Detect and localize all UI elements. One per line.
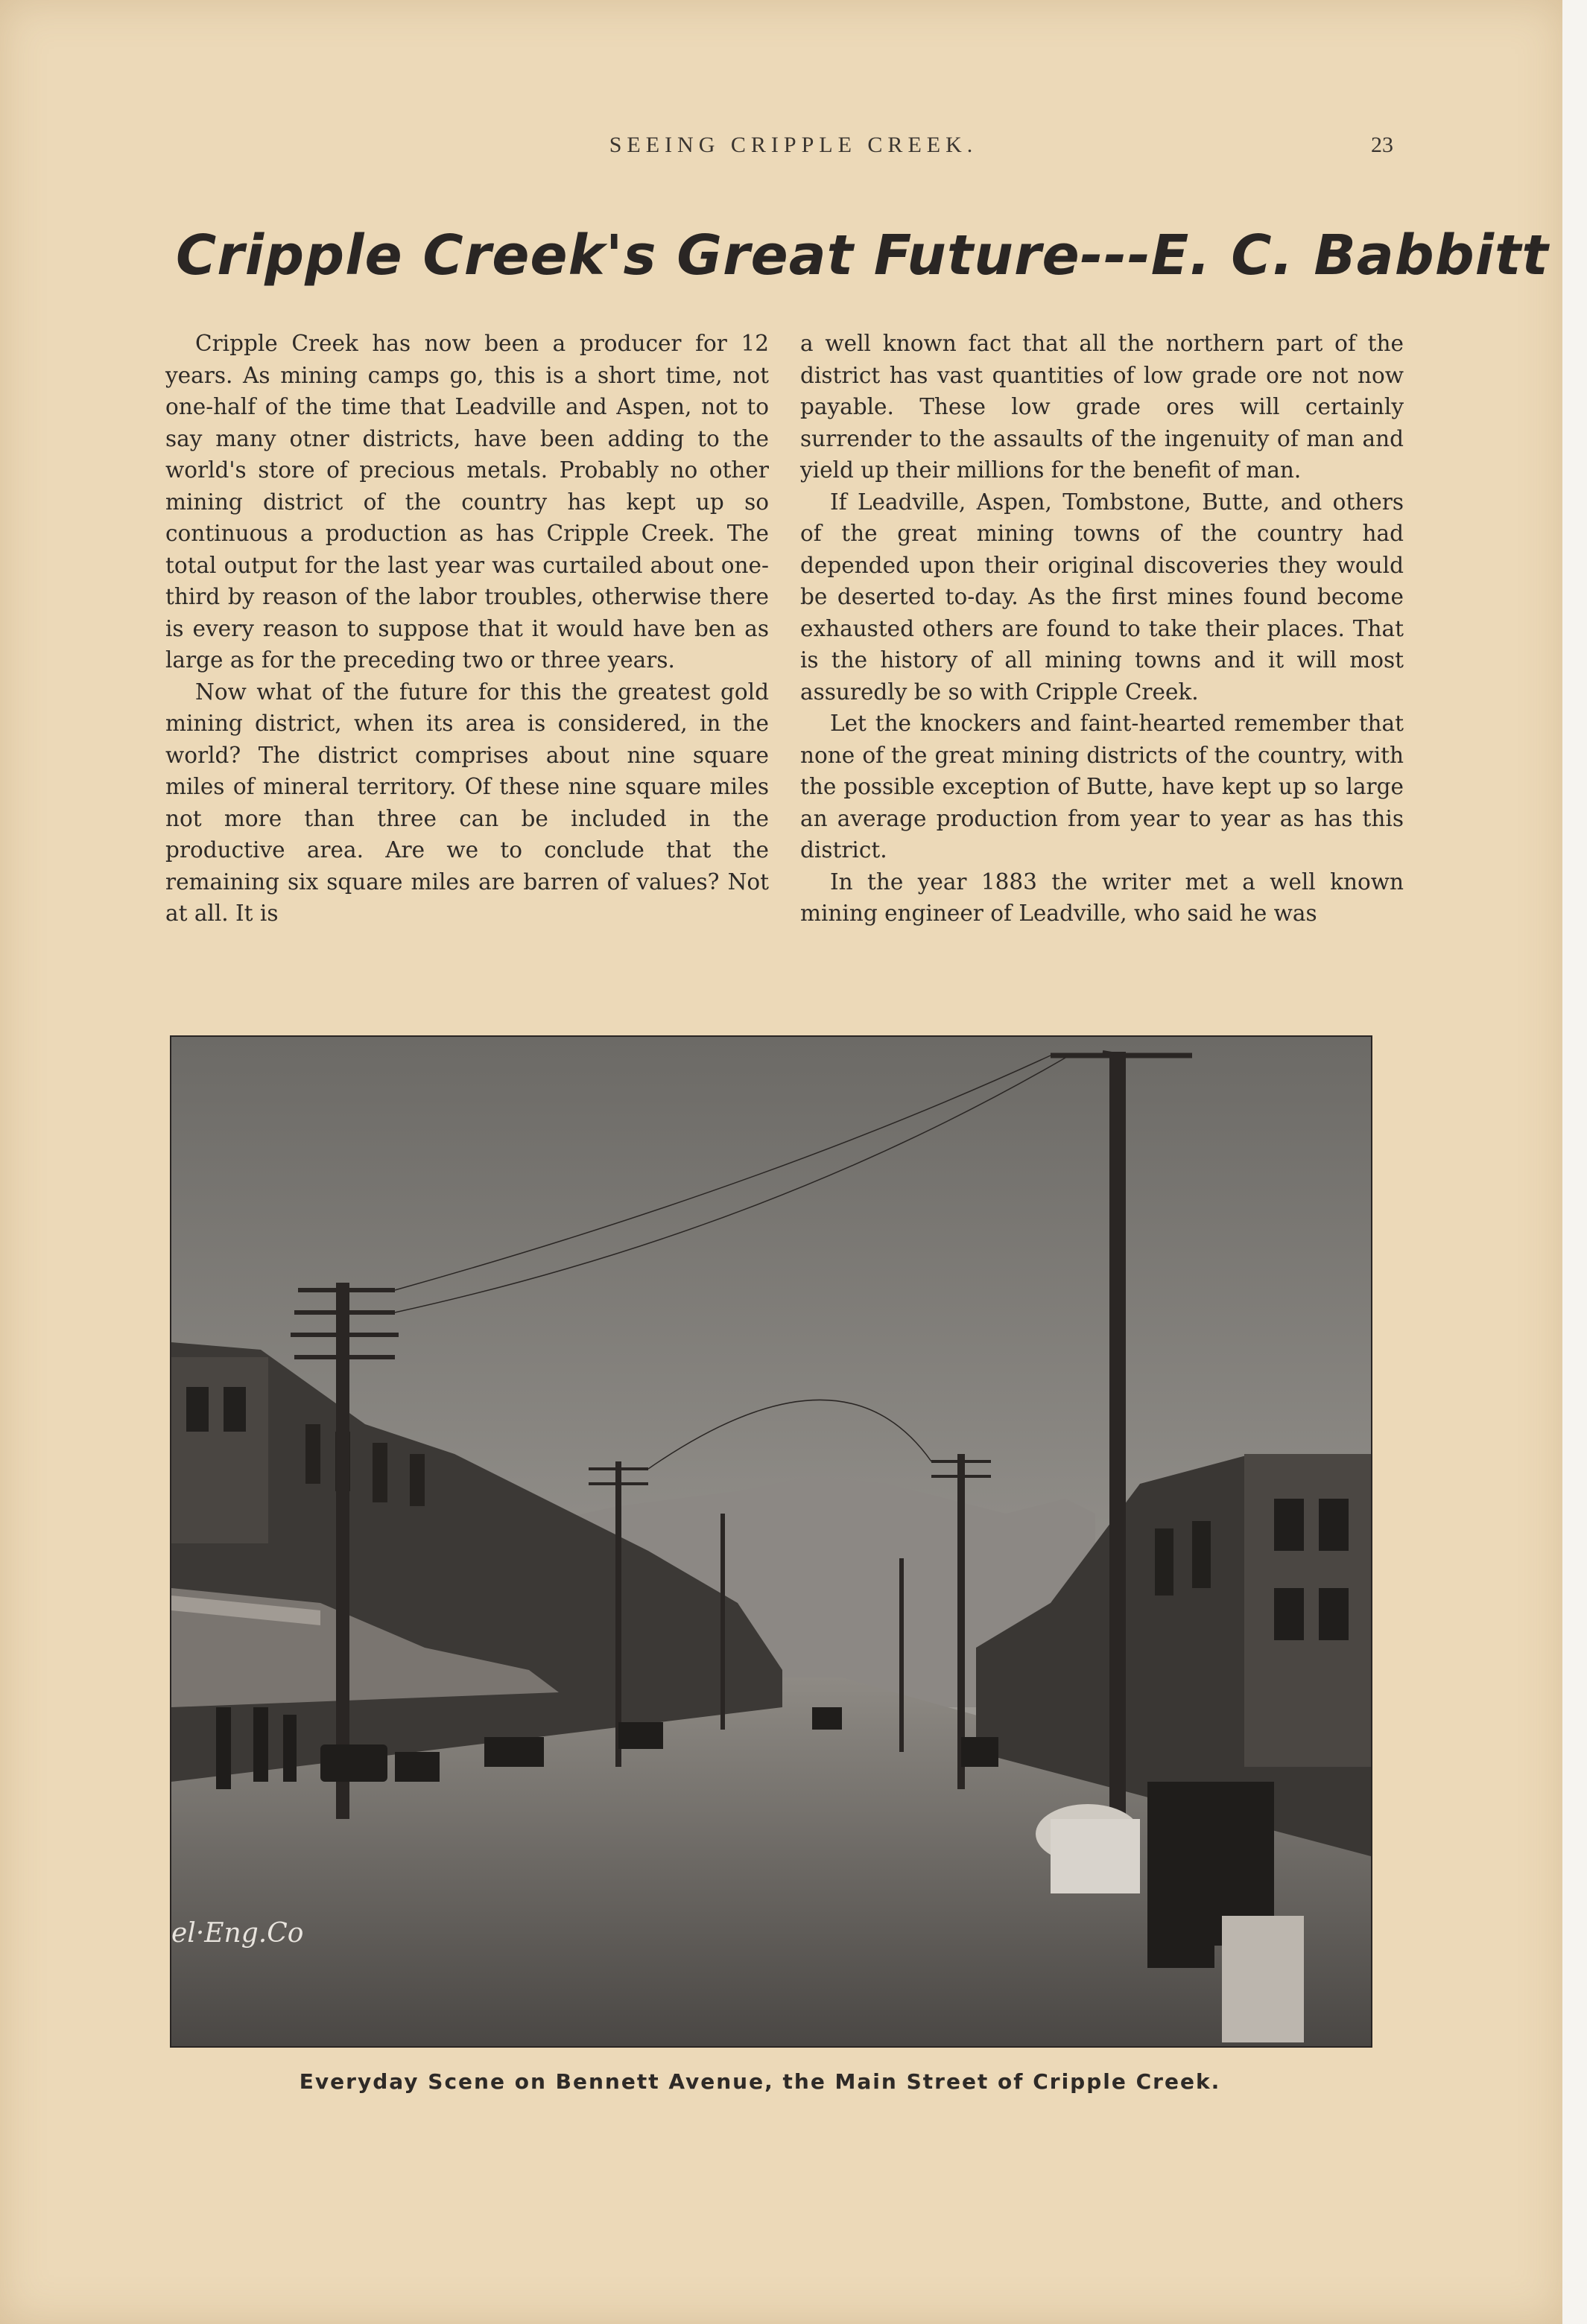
paragraph: Now what of the future for this the greatest gold mining district, when its area is considered, in the world? The district comprises about nine square miles of mineral territory. Of these nine square miles not more than three can be included in the productive area. Are we to conclude that the remaining six square miles are barren of values? Not at all. It is — [165, 679, 769, 926]
article-headline: Cripple Creek's Great Future---E. C. Babbitt — [176, 223, 1549, 288]
wooden-crate — [1222, 1916, 1304, 2042]
paragraph: Let the knockers and faint-hearted remember that none of the great mining districts of the country, with the possible exception of Butte, have kept up so large an average production from year to year as has this district. — [800, 711, 1404, 863]
paragraph: In the year 1883 the writer met a well known mining engineer of Leadville, who said he was — [800, 869, 1404, 926]
paragraph: Cripple Creek has now been a producer for 12 years. As mining camps go, this is a short time, not one-half of the time that Leadville and Aspen, not to say many otner districts, have been adding to the world's store of precious metals. Probably no other mining district of the country has kept up so continuous a production as has Cripple Creek. The total output for the last year was curtailed about one-third by reason of the labor troubles, otherwise there is every reason to suppose that it would have ben as large as for the preceding two or three years. — [165, 331, 769, 673]
paragraph: If Leadville, Aspen, Tombstone, Butte, and others of the great mining towns of the country had depended upon their original discoveries they would be deserted to-day. As the first mines found become exhausted others are found to take their places. That is the history of all mining towns and it will most assuredly be so with Cripple Creek. — [800, 489, 1404, 705]
paragraph: a well known fact that all the northern part of the district has vast quantities of low grade ore not now payable. These low grade ores will certainly surrender to the assaults of the ingenuity of man and yield up their millions for the benefit of man. — [800, 331, 1404, 483]
photo-caption: Everyday Scene on Bennett Avenue, the Main Street of Cripple Creek. — [299, 2069, 1221, 2094]
running-head: SEEING CRIPPLE CREEK. — [609, 133, 978, 157]
street-photograph — [170, 1035, 1372, 2048]
left-column — [165, 328, 769, 930]
right-column — [800, 328, 1404, 930]
scan-background — [1562, 0, 1587, 2324]
engraver-mark: el·Eng.Co — [171, 1918, 304, 1949]
page-number: 23 — [1371, 133, 1393, 157]
